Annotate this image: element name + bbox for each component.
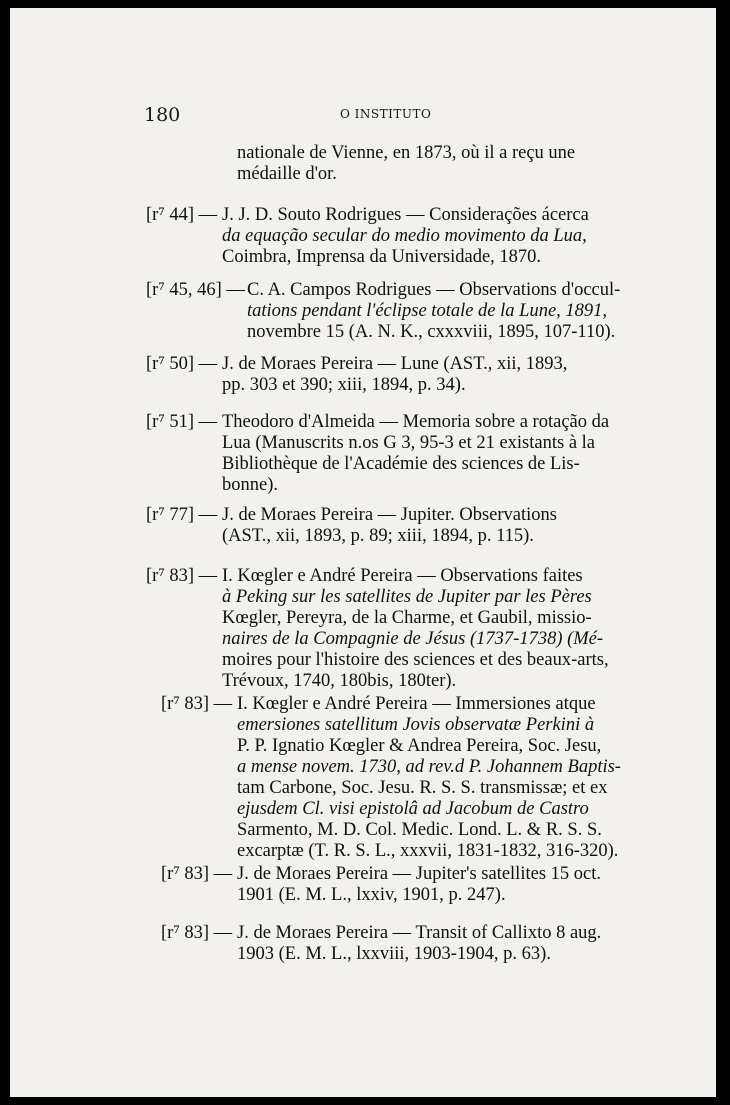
entry-line: tam Carbone, Soc. Jesu. R. S. S. transmissæ; et ex	[237, 778, 608, 798]
entry-ref: [r⁷ 83] —	[161, 923, 233, 943]
entry-line: Lua (Manuscrits n.os G 3, 95-3 et 21 existants à la	[222, 433, 596, 453]
entry-ref: [r⁷ 50] —	[146, 354, 218, 374]
entry-line: Bibliothèque de l'Académie des sciences de Lis-	[222, 454, 580, 474]
entry	[222, 412, 609, 496]
entry-line: J. de Moraes Pereira — Lune (AST., xii, 1893,	[222, 354, 568, 374]
page-number: 180	[144, 104, 181, 126]
entry-continuation	[237, 143, 575, 185]
entry-line: 1901 (E. M. L., lxxiv, 1901, p. 247).	[237, 885, 506, 905]
entry-line: (AST., xii, 1893, p. 89; xiii, 1894, p. 115).	[222, 526, 534, 546]
entry-line: emersiones satellitum Jovis observatæ Perkini à	[237, 715, 595, 735]
entry-line: excarptæ (T. R. S. L., xxxvii, 1831-1832, 316-320).	[237, 841, 619, 861]
entry-line: bonne).	[222, 475, 278, 495]
entry-line: Coimbra, Imprensa da Universidade, 1870.	[222, 247, 542, 267]
entry	[222, 566, 609, 692]
entry	[222, 205, 589, 268]
entry-ref: [r⁷ 83] —	[161, 864, 233, 884]
page-header	[144, 104, 634, 128]
entry-line: J. de Moraes Pereira — Jupiter. Observations	[222, 505, 557, 525]
entry-line: 1903 (E. M. L., lxxviii, 1903-1904, p. 63).	[237, 944, 551, 964]
entry-ref: [r⁷ 44] —	[146, 205, 218, 225]
entry-line: à Peking sur les satellites de Jupiter par les Pères	[222, 587, 592, 607]
entry-line: J. de Moraes Pereira — Jupiter's satellites 15 oct.	[237, 864, 601, 884]
entry-ref: [r⁷ 83] —	[146, 566, 218, 586]
entry-line: Kœgler, Pereyra, de la Charme, et Gaubil, missio-	[222, 608, 592, 628]
entry-line: J. de Moraes Pereira — Transit of Callixto 8 aug.	[237, 923, 602, 943]
entry-line: moires pour l'histoire des sciences et des beaux-arts,	[222, 650, 609, 670]
entry-line: médaille d'or.	[237, 164, 337, 184]
entry-ref: [r⁷ 83] —	[161, 694, 233, 714]
entry-line: naires de la Compagnie de Jésus (1737-1738) (Mé-	[222, 629, 604, 649]
entry-line: Trévoux, 1740, 180bis, 180ter).	[222, 671, 457, 691]
entry	[237, 864, 601, 906]
book-page	[10, 8, 716, 1097]
entry	[237, 694, 621, 862]
entry	[247, 280, 620, 343]
entry-line: ejusdem Cl. visi epistolâ ad Jacobum de Castro	[237, 799, 589, 819]
entry-line: I. Kœgler e André Pereira — Immersiones atque	[237, 694, 596, 714]
entry-ref: [r⁷ 51] —	[146, 412, 218, 432]
entry-line: tations pendant l'éclipse totale de la Lune, 1891,	[247, 301, 608, 321]
entry-line: Sarmento, M. D. Col. Medic. Lond. L. & R. S. S.	[237, 820, 602, 840]
entry-line: P. P. Ignatio Kœgler & Andrea Pereira, Soc. Jesu,	[237, 736, 602, 756]
entry-ref: [r⁷ 77] —	[146, 505, 218, 525]
entry-line: J. J. D. Souto Rodrigues — Considerações ácerca	[222, 205, 589, 225]
entry-line: da equação secular do medio movimento da Lua,	[222, 226, 587, 246]
entry-ref: [r⁷ 45, 46] —	[146, 280, 245, 300]
entry	[237, 923, 601, 965]
running-head: O INSTITUTO	[340, 107, 432, 121]
entry-line: pp. 303 et 390; xiii, 1894, p. 34).	[222, 375, 466, 395]
entry-line: I. Kœgler e André Pereira — Observations faites	[222, 566, 583, 586]
entry-line: novembre 15 (A. N. K., cxxxviii, 1895, 107-110).	[247, 322, 616, 342]
entry	[222, 354, 567, 396]
entry-line: nationale de Vienne, en 1873, où il a reçu une	[237, 143, 576, 163]
entry-line: C. A. Campos Rodrigues — Observations d'occul-	[247, 280, 621, 300]
entry-line: Theodoro d'Almeida — Memoria sobre a rotação da	[222, 412, 610, 432]
entry-line: a mense novem. 1730, ad rev.d P. Johannem Baptis-	[237, 757, 621, 777]
entry	[222, 505, 557, 547]
